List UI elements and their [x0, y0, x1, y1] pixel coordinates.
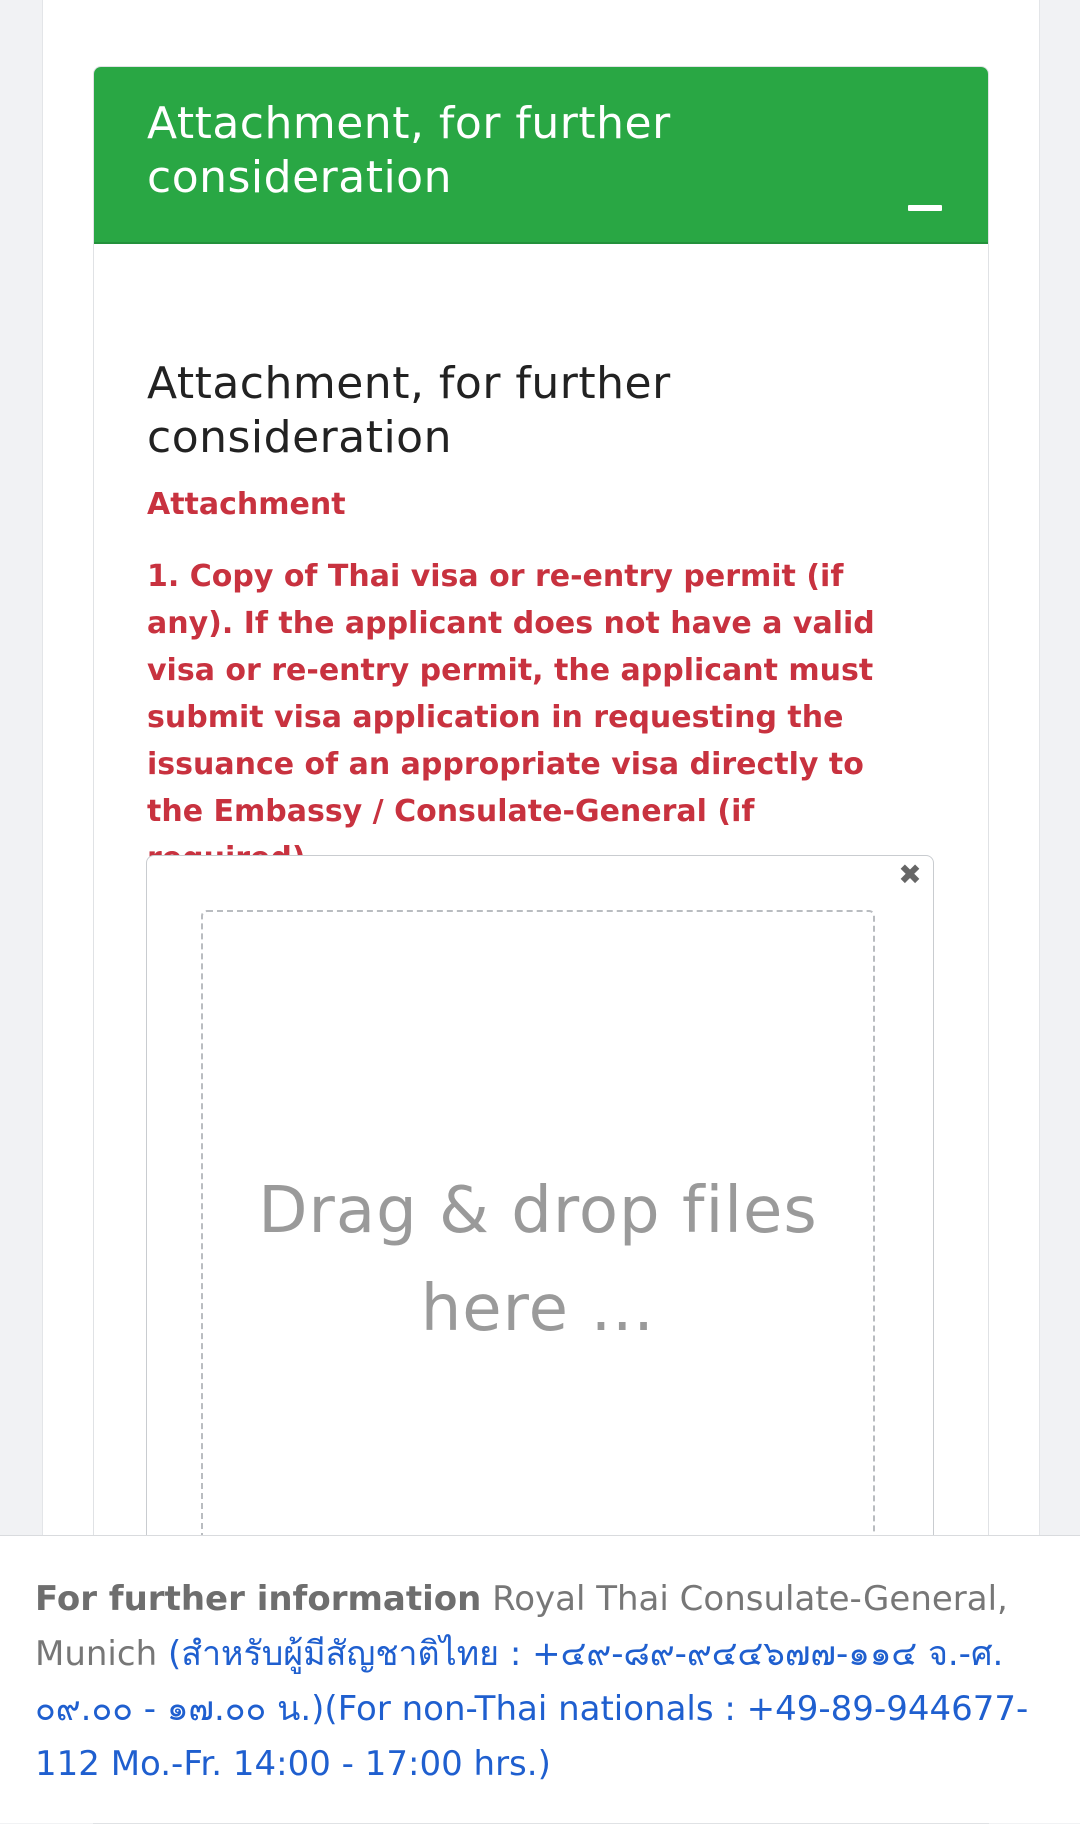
section-title: Attachment, for further consideration: [147, 358, 671, 463]
footer-text: [35, 1572, 1045, 1792]
panel-header-title: Attachment, for further consideration: [147, 98, 671, 203]
footer: [0, 1535, 1080, 1823]
footer-info-label: For further information: [35, 1579, 482, 1619]
instruction-text: 1. Copy of Thai visa or re-entry permit (if any). If the applicant does not have a valid visa or re-entry permit, the applicant must submit visa application in requesting the issuance of an appropriate visa directly to the Embassy / Consulate-General (if: [147, 559, 875, 829]
attachment-label: Attachment: [147, 487, 346, 522]
panel-header: [94, 67, 988, 244]
close-icon[interactable]: ✖: [898, 858, 922, 891]
footer-contact-link[interactable]: (สำหรับผู้มีสัญชาติไทย : +๔๙-๘๙-๙๔๔๖๗๗-๑๑๔ จ.-ศ. ๐๙.๐๐ - ๑๗.๐๐ น.)(For non-Thai nationals : +49-89-944677-112 Mo.-Fr. 14:00 - 17:00 hrs.): [35, 1634, 1029, 1784]
minus-icon: [908, 205, 942, 211]
collapse-button[interactable]: [894, 185, 954, 245]
footer-consulate: Royal Thai Consulate-General, Munich: [35, 1579, 1008, 1674]
drop-zone-text: Drag & drop files here …: [258, 1174, 818, 1346]
